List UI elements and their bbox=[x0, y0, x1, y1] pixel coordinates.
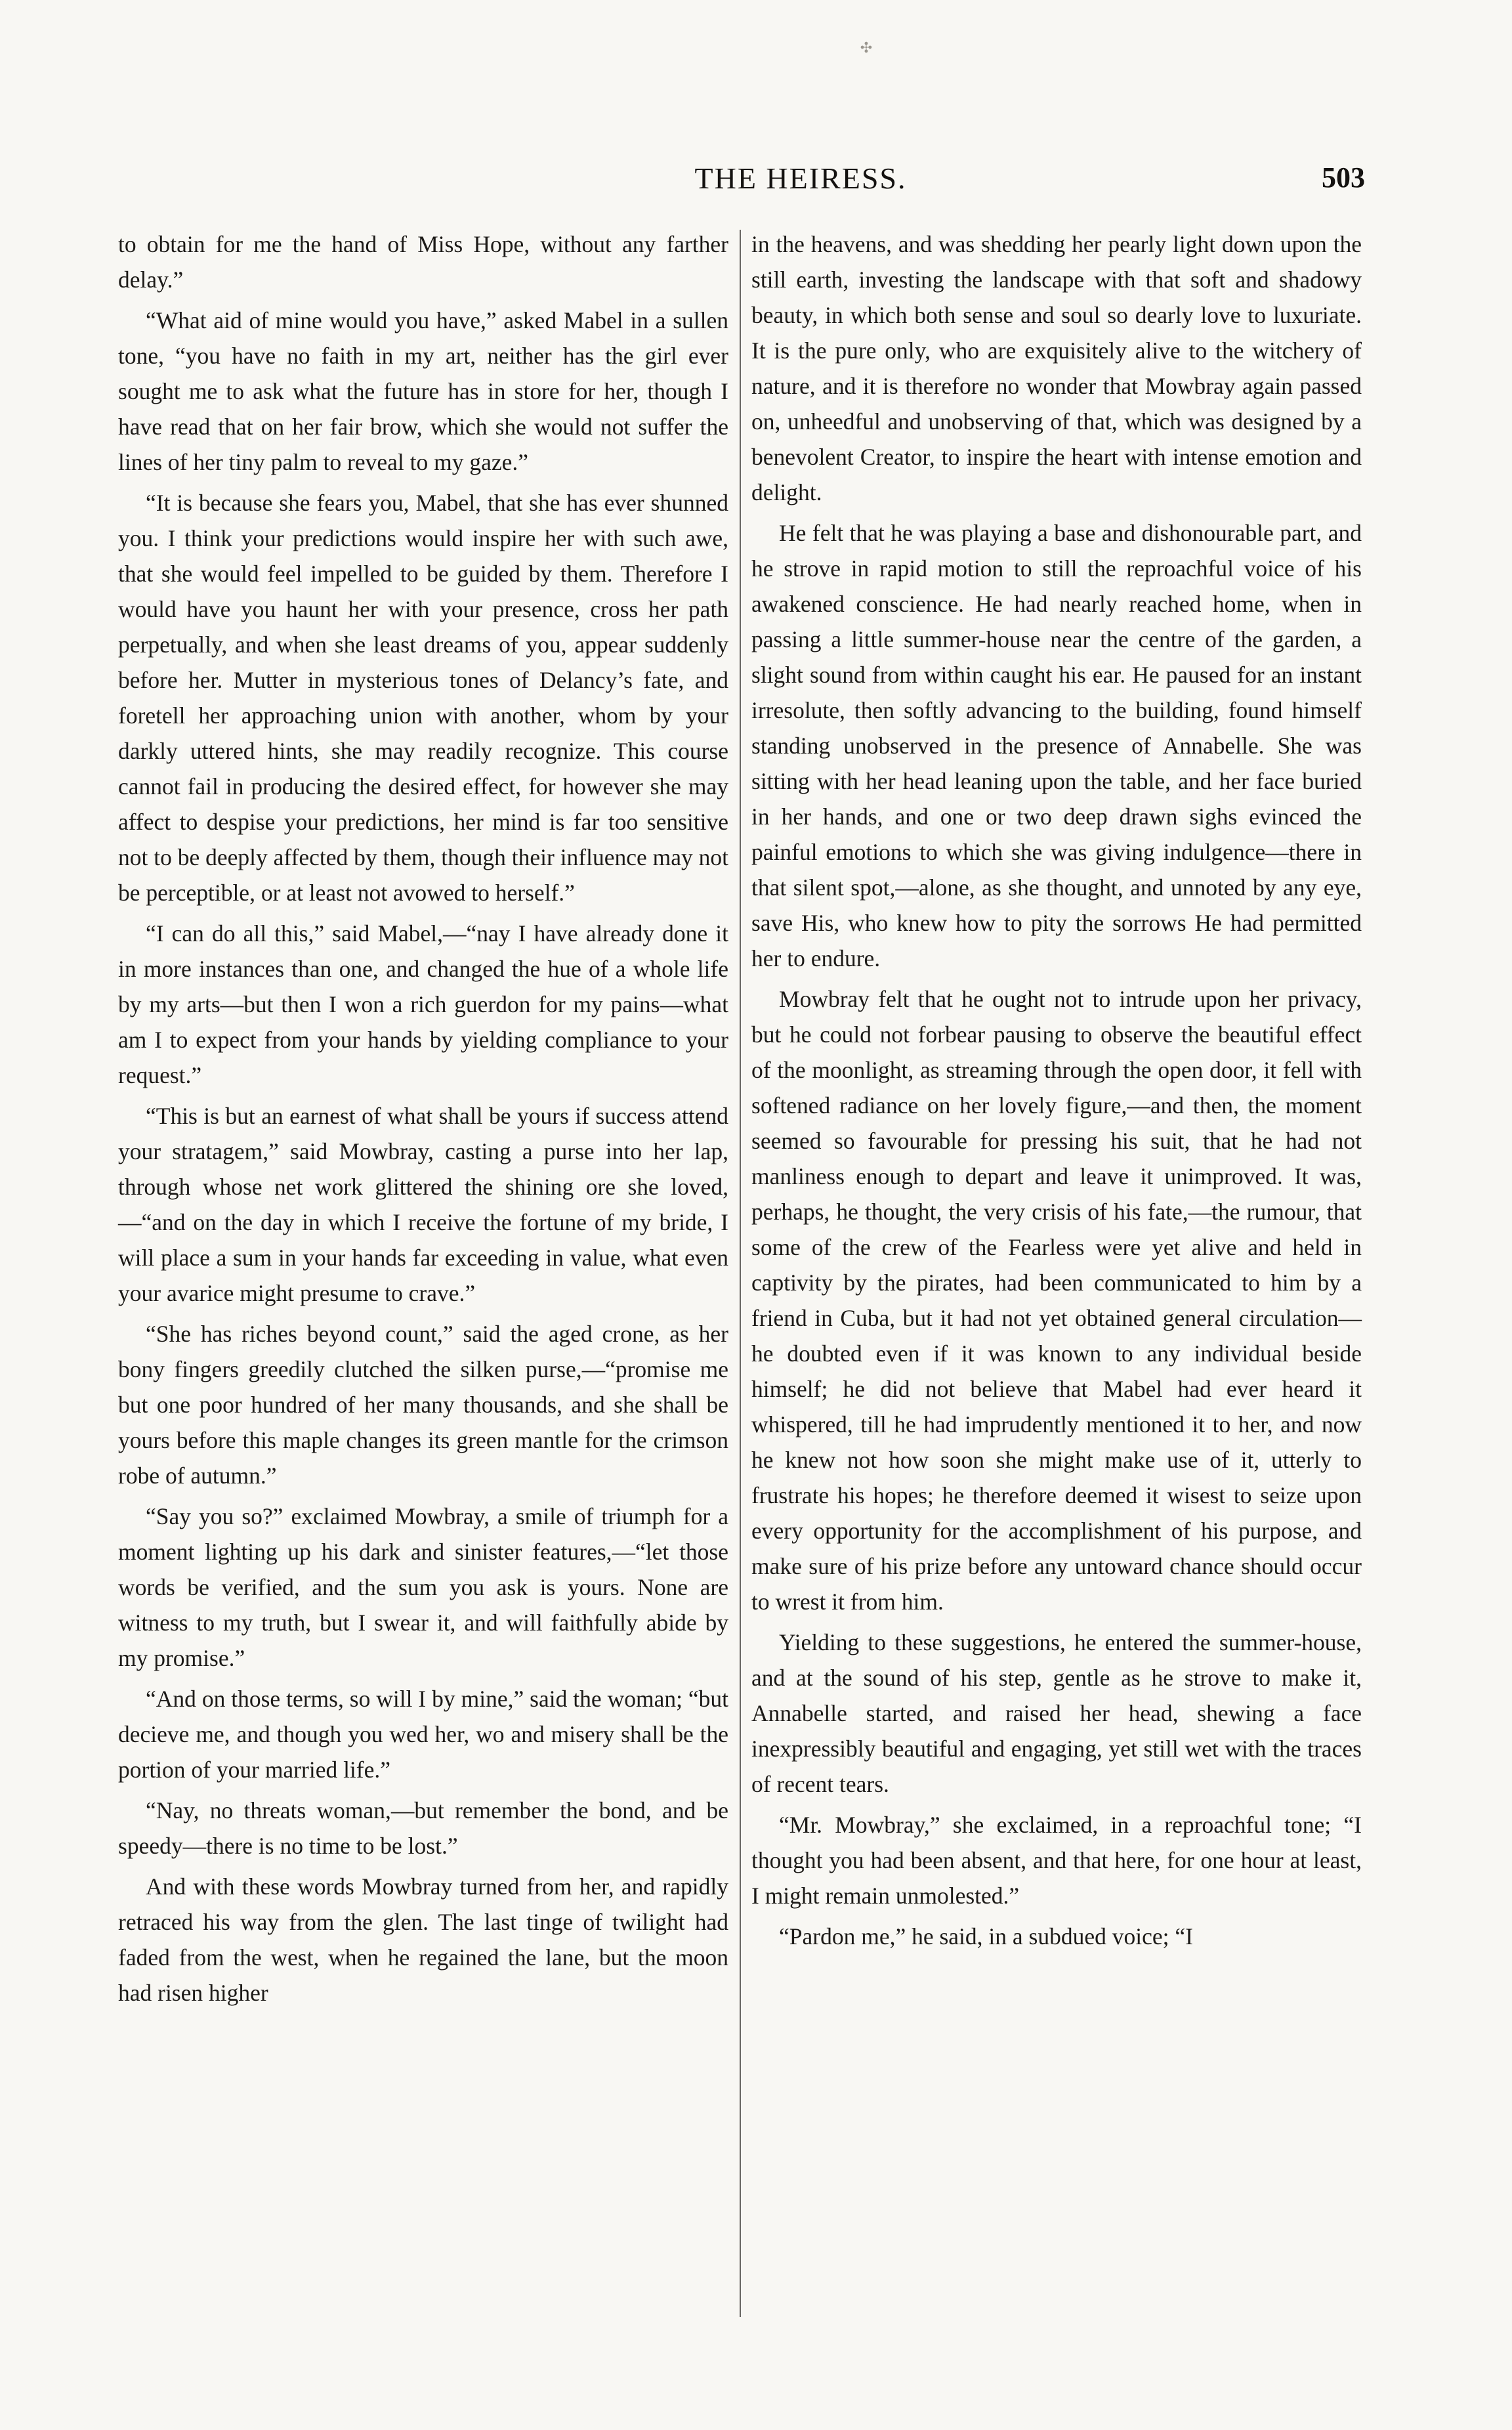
running-header bbox=[118, 161, 1365, 200]
running-title: THE HEIRESS. bbox=[694, 161, 907, 195]
paragraph: in the heavens, and was shedding her pearly light down upon the still earth, investing the landscape with that soft and shadowy beauty, in which both sense and soul so dearly love to luxuriate. It is the pure only, who are exquisitely alive to the witchery of nature, and it is therefore no wonder that Mowbray again passed on, unheedful and unobserving of that, which was designed by a benevolent Creator, to inspire the heart with intense emotion and delight. bbox=[751, 231, 1362, 505]
right-column bbox=[751, 226, 1362, 1954]
paragraph: “This is but an earnest of what shall be yours if success attend your stratagem,” said Mowbray, casting a purse into her lap, through whose net work glittered the shining ore she loved,—“and on the day in which I receive the fortune of my bride, I will place a sum in your hands far exceeding in value, what even your avarice might presume to crave.” bbox=[118, 1103, 728, 1306]
page-number: 503 bbox=[1322, 161, 1365, 194]
paragraph: “She has riches beyond count,” said the aged crone, as her bony fingers greedily clutched the silken purse,—“promise me but one poor hundred of her many thousands, and she shall be yours before this maple changes its green mantle for the crimson robe of autumn.” bbox=[118, 1321, 728, 1489]
paragraph: to obtain for me the hand of Miss Hope, without any farther delay.” bbox=[118, 231, 728, 293]
paragraph: “Nay, no threats woman,—but remember the bond, and be speedy—there is no time to be lost.” bbox=[118, 1797, 728, 1859]
column-divider bbox=[740, 230, 741, 2317]
paragraph: Yielding to these suggestions, he entered the summer-house, and at the sound of his step, gentle as he strove to make it, Annabelle started, and raised her head, shewing a face inexpressibly beautiful and engaging, yet still wet with the traces of recent tears. bbox=[751, 1629, 1362, 1797]
paragraph: “Pardon me,” he said, in a subdued voice; “I bbox=[779, 1923, 1193, 1950]
left-column bbox=[118, 226, 728, 2011]
paragraph: “I can do all this,” said Mabel,—“nay I have already done it in more instances than one, and changed the hue of a whole life by my arts—but then I won a rich guerdon for my pains—what am I to expect from your hands by yielding compliance to your request.” bbox=[118, 920, 728, 1088]
ornament-icon: ✣ bbox=[860, 39, 873, 56]
paragraph: And with these words Mowbray turned from her, and rapidly retraced his way from the glen. The last tinge of twilight had faded from the west, when he regained the lane, but the moon had risen higher bbox=[118, 1873, 728, 2006]
paragraph: “Mr. Mowbray,” she exclaimed, in a reproachful tone; “I thought you had been absent, and that here, for one hour at least, I might remain unmolested.” bbox=[751, 1812, 1362, 1909]
paragraph: “What aid of mine would you have,” asked Mabel in a sullen tone, “you have no faith in my art, neither has the girl ever sought me to ask what the future has in store for her, though I have read that on her fair brow, which she would not suffer the lines of her tiny palm to reveal to my gaze.” bbox=[118, 307, 728, 475]
paragraph: “Say you so?” exclaimed Mowbray, a smile of triumph for a moment lighting up his dark and sinister features,—“let those words be verified, and the sum you ask is yours. None are witness to my truth, but I swear it, and will faithfully abide by my promise.” bbox=[118, 1503, 728, 1671]
paragraph: “And on those terms, so will I by mine,” said the woman; “but decieve me, and though you wed her, wo and misery shall be the portion of your married life.” bbox=[118, 1686, 728, 1783]
paragraph: Mowbray felt that he ought not to intrude upon her privacy, but he could not forbear pausing to observe the beautiful effect of the moonlight, as streaming through the open door, it fell with softened radiance on her lovely figure,—and then, the moment seemed so favourable for pressing his suit, that he had not manliness enough to depart and leave it unimproved. It was, perhaps, he thought, the very crisis of his fate,—the rumour, that some of the crew of the Fearless were yet alive and held in captivity by the pirates, had been communicated to him by a friend in Cuba, but it had not yet obtained general circulation—he doubted even if it was known to any individual beside himself; he did not believe that Mabel had ever heard it whispered, till he had imprudently mentioned it to her, and now he knew not how soon she might make use of it, utterly to frustrate his hopes; he therefore deemed it wisest to seize upon every opportunity for the accomplishment of his purpose, and make sure of his prize before any untoward chance should occur to wrest it from him. bbox=[751, 986, 1362, 1615]
paragraph: “It is because she fears you, Mabel, that she has ever shunned you. I think your predictions would inspire her with such awe, that she would feel impelled to be guided by them. Therefore I would have you haunt her with your presence, cross her path perpetually, and when she least dreams of you, appear suddenly before her. Mutter in mysterious tones of Delancy’s fate, and foretell her approaching union with another, whom by your darkly uttered hints, she may readily recognize. This course cannot fail in producing the desired effect, for however she may affect to despise your predictions, her mind is far too sensitive not to be deeply affected by them, though their influence may not be perceptible, or at least not avowed to herself.” bbox=[118, 490, 728, 906]
paragraph: He felt that he was playing a base and dishonourable part, and he strove in rapid motion to still the reproachful voice of his awakened conscience. He had nearly reached home, when in passing a little summer-house near the centre of the garden, a slight sound from within caught his ear. He paused for an instant irresolute, then softly advancing to the building, found himself standing unobserved in the presence of Annabelle. She was sitting with her head leaning upon the table, and her face buried in her hands, and one or two deep drawn sighs evinced the painful emotions to which she was giving indulgence—there in that silent spot,—alone, as she thought, and unnoted by any eye, save His, who knew how to pity the sorrows He had permitted her to endure. bbox=[751, 520, 1362, 971]
